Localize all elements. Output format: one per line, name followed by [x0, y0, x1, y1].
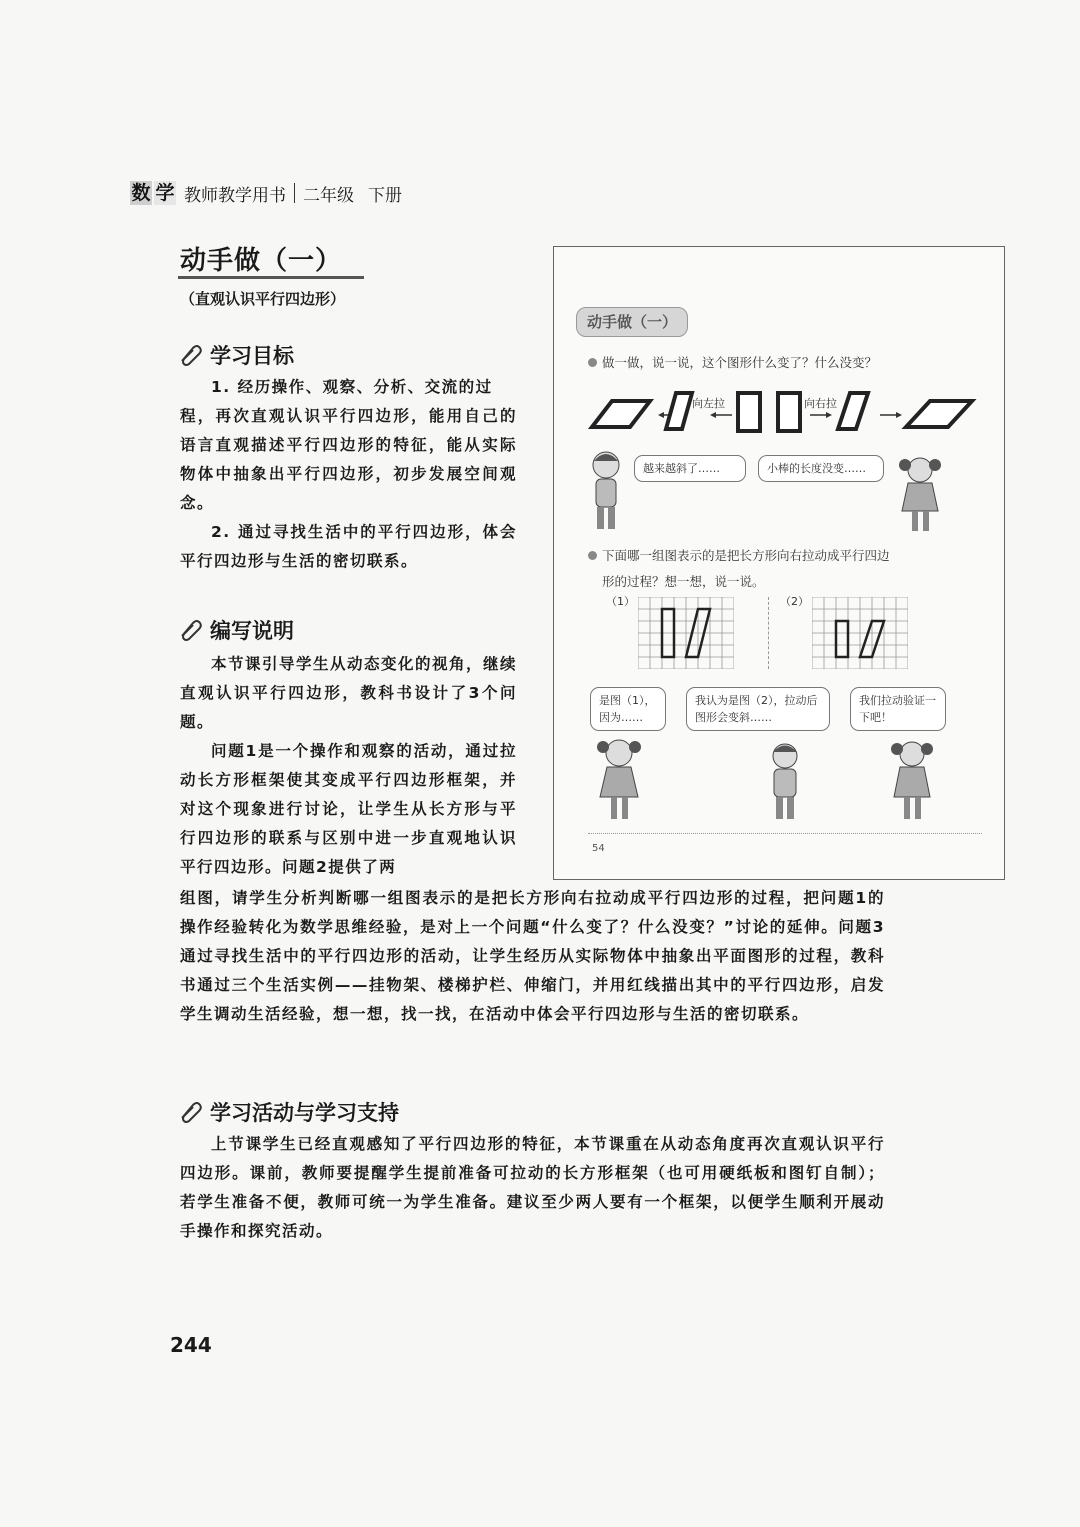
pull-left-label: 向左拉 — [692, 397, 725, 410]
goals-p1-first: 1. 经历操作、观察、分析、交流的过 — [211, 378, 493, 396]
activities-heading — [178, 1097, 399, 1127]
writing-heading — [178, 615, 294, 645]
rectangle-right — [778, 393, 800, 431]
textbook-page-figure — [553, 246, 1005, 880]
parallelogram-near-right — [838, 393, 868, 429]
subject-logo-char: 数 — [131, 182, 151, 204]
arrowhead-right-2 — [896, 412, 902, 418]
writing-heading-text: 编写说明 — [210, 619, 294, 643]
grade-label: 二年级 — [303, 185, 354, 206]
figure-divider — [768, 597, 770, 669]
goals-p1-rest: 程，再次直观认识平行四边形，能用自己的语言直观描述平行四边形的特征，能从实际物体中抽象出平行四边形，初步发展空间观念。 — [180, 407, 517, 512]
speech-bubble-left: 越来越斜了…… — [634, 455, 746, 482]
writing-p1: 本节课引导学生从动态变化的视角，继续直观认识平行四边形，教科书设计了3个问题。 — [180, 655, 518, 731]
question-2-line1: 下面哪一组图表示的是把长方形向右拉动成平行四边 — [602, 548, 890, 563]
section-title: 动手做（一） — [180, 246, 343, 276]
running-header — [130, 176, 402, 210]
speech-bubble-right: 小棒的长度没变…… — [758, 455, 884, 482]
paperclip-icon — [178, 619, 204, 641]
arrowhead-left — [658, 412, 664, 418]
writing-body-wide — [180, 884, 885, 1029]
page-divider — [588, 833, 982, 834]
parallelogram-near-left — [666, 393, 692, 429]
pulling-shapes-diagram — [584, 385, 984, 437]
paperclip-icon — [178, 344, 204, 366]
figure-label-1: （1） — [606, 595, 635, 608]
parallelogram-far-left — [592, 401, 650, 427]
speech-bubble-a: 是图（1），因为…… — [590, 687, 666, 731]
volume-label: 下册 — [368, 185, 402, 206]
goals-heading-text: 学习目标 — [210, 344, 294, 368]
grid-figure-1 — [638, 597, 734, 669]
boy-character-icon — [762, 741, 808, 825]
parallelogram-far-right — [906, 401, 972, 427]
page-number: 244 — [170, 1333, 212, 1357]
girl-character-icon — [888, 739, 936, 823]
activities-heading-text: 学习活动与学习支持 — [210, 1101, 399, 1125]
question-1 — [588, 353, 877, 371]
paperclip-icon — [178, 1101, 204, 1123]
book-title: 教师教学用书 — [184, 185, 286, 206]
section-subtitle: （直观认识平行四边形） — [180, 290, 346, 308]
figure-label-2: （2） — [780, 595, 809, 608]
textbook-tab: 动手做（一） — [576, 307, 688, 337]
goals-heading — [178, 340, 294, 370]
bullet-icon — [588, 551, 597, 560]
header-divider — [294, 183, 295, 203]
grid-figure-2 — [812, 597, 908, 669]
goals-p2: 2. 通过寻找生活中的平行四边形，体会平行四边形与生活的密切联系。 — [180, 523, 517, 570]
question-2 — [588, 543, 890, 595]
question-2-line2: 形的过程？想一想，说一说。 — [602, 574, 765, 589]
writing-p2-narrow: 问题1是一个操作和观察的活动，通过拉动长方形框架使其变成平行四边形框架，并对这个现象进行讨论，让学生从长方形与平行四边形的联系与区别中进一步直观地认识平行四边形。问题2提供了两 — [180, 742, 517, 876]
textbook-page-number: 54 — [592, 843, 605, 854]
grid2-rectangle — [836, 621, 848, 657]
pull-right-label: 向右拉 — [804, 397, 837, 410]
speech-bubble-b: 我认为是图（2），拉动后图形会变斜…… — [686, 687, 830, 731]
arrowhead-left-2 — [710, 412, 716, 418]
title-underline — [178, 276, 364, 279]
subject-logo-char: 学 — [155, 182, 175, 204]
girl-character-icon — [896, 455, 944, 535]
bullet-icon — [588, 358, 597, 367]
activities-p1: 上节课学生已经直观感知了平行四边形的特征，本节课重在从动态角度再次直观认识平行四边形。课前，教师要提醒学生提前准备可拉动的长方形框架（也可用硬纸板和图钉自制）；若学生准备不便，教师可统一为学生准备。建议至少两人要有一个框架，以便学生顺利开展动手操作和探究活动。 — [180, 1135, 885, 1240]
boy-character-icon — [584, 449, 628, 533]
girl-character-icon — [594, 737, 644, 823]
rectangle-left — [738, 393, 760, 431]
arrowhead-right — [826, 412, 832, 418]
question-1-text: 做一做，说一说，这个图形什么变了？什么没变？ — [602, 355, 878, 370]
activities-body — [180, 1130, 885, 1246]
goals-body — [180, 373, 517, 576]
writing-p2-wide: 组图，请学生分析判断哪一组图表示的是把长方形向右拉动成平行四边形的过程，把问题1的操作经验转化为数学思维经验，是对上一个问题“什么变了？什么没变？”讨论的延伸。问题3通过寻找生活中的平行四边形的活动，让学生经历从实际物体中抽象出平面图形的过程，教科书通过三个生活实例——挂物架、楼梯护栏、伸缩门，并用红线描出其中的平行四边形，启发学生调动生活经验，想一想，找一找，在活动中体会平行四边形与生活的密切联系。 — [180, 889, 885, 1023]
writing-body-narrow — [180, 650, 517, 882]
speech-bubble-c: 我们拉动验证一下吧！ — [850, 687, 946, 731]
